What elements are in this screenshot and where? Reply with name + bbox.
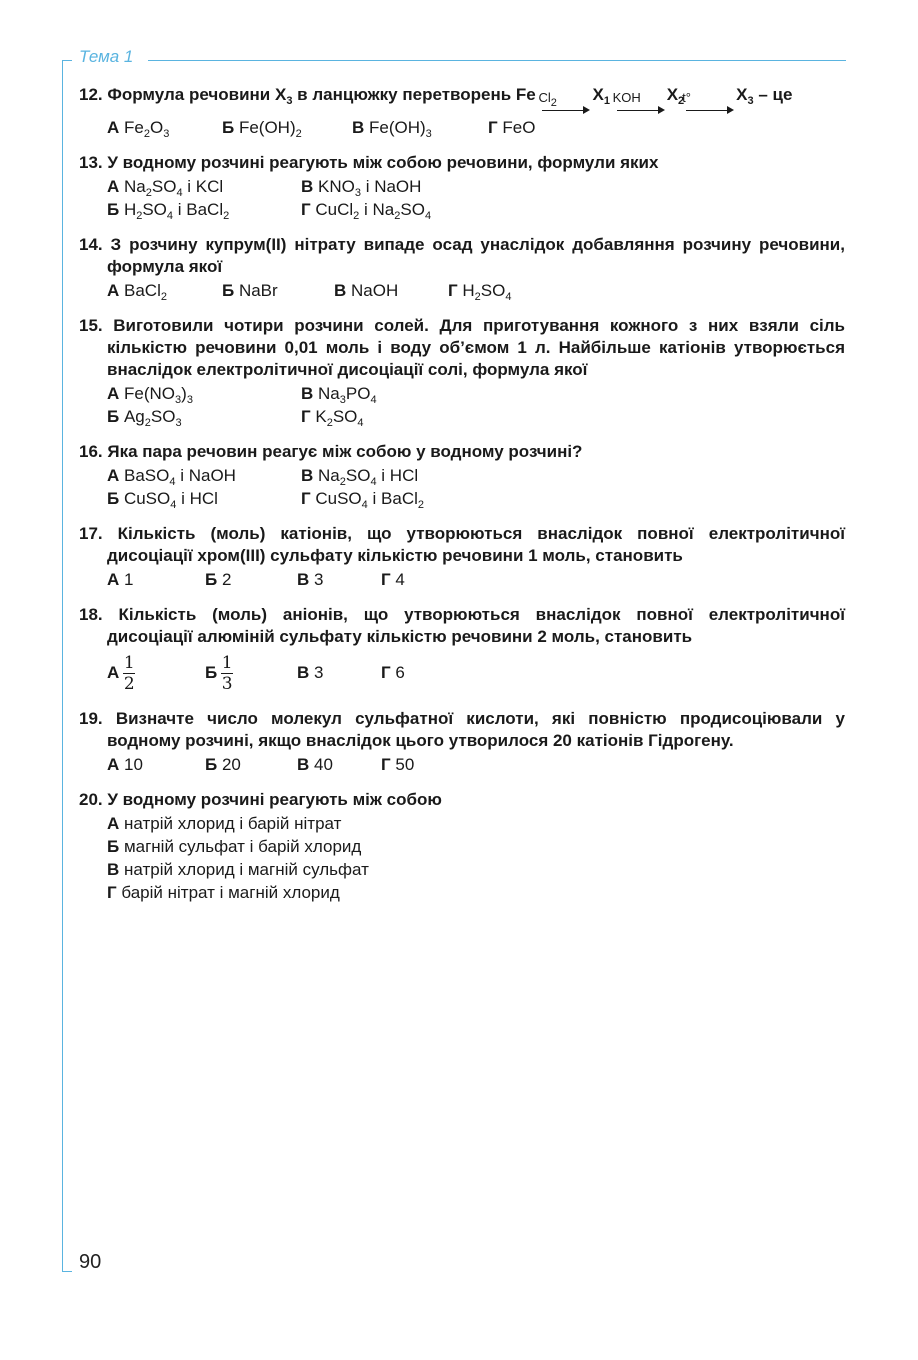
option-a[interactable]: А BaCl$_2$: [107, 281, 167, 303]
option-b[interactable]: Б $H_2SO_4$ і BaCl$_2$: [107, 200, 230, 222]
question-text: 19. Визначте число молекул сульфатної кислоти, які повністю продисоціювали у водному розчині, якщо внаслідок цього утворилося 20 катіонів Гідрогену.: [79, 709, 845, 750]
reaction-arrow: t°: [686, 91, 734, 115]
option-g[interactable]: Г 4: [381, 570, 405, 589]
question-20: [79, 789, 845, 905]
option-g[interactable]: Г барій нітрат і магній хлорид: [107, 883, 340, 902]
frame-bottom-line: [62, 1271, 72, 1272]
page-number: 90: [79, 1251, 102, 1273]
option-b[interactable]: Б 20: [205, 755, 241, 774]
question-13: [79, 152, 845, 222]
question-text: 12. Формула речовини $X_3$ в ланцюжку перетворень Fe $Cl_2$ $X_1$ KOH $X_2$ t° $X_3$ – це: [79, 84, 845, 115]
option-b[interactable]: Б CuSO$_4$ і HCl: [107, 489, 218, 511]
option-v[interactable]: В 3: [297, 663, 324, 682]
frame-left-line: [62, 60, 63, 1272]
questions: [79, 84, 845, 917]
option-b[interactable]: Б магній сульфат і барій хлорид: [107, 837, 362, 856]
option-g[interactable]: Г CuCl$_2$ і $Na_2SO_4$: [301, 200, 432, 222]
option-b[interactable]: Б NaBr: [222, 281, 278, 300]
option-g[interactable]: Г $H_2SO_4$: [448, 281, 512, 303]
option-a[interactable]: А $Fe_2O_3$: [107, 118, 170, 140]
option-v[interactable]: В $Fe(OH)_3$: [352, 118, 432, 140]
reaction-chain: [540, 91, 592, 115]
option-g[interactable]: Г FeO: [488, 118, 536, 137]
question-text: 17. Кількість (моль) катіонів, що утворюються внаслідок повної електролітичної дисоціації хром(ІІІ) сульфату кількістю речовини 1 моль, становить: [79, 524, 845, 565]
frame-top-line: [62, 60, 72, 61]
frame-top-line-right: [148, 60, 846, 61]
question-text: 14. З розчину купрум(ІІ) нітрату випаде осад унаслідок добавляння розчину речовини, формула якої: [79, 235, 845, 276]
option-g[interactable]: Г 6: [381, 663, 405, 682]
question-text: 15. Виготовили чотири розчини солей. Для приготування кожного з них взяли сіль кількістю речовини 0,01 моль і воду об’ємом 1 л. Найбільше катіонів утворюється внаслідок електролітичної дисоціації солі, формула якої: [79, 316, 845, 379]
question-17: [79, 523, 845, 592]
option-v[interactable]: В $Na_3PO_4$: [301, 384, 377, 406]
option-a[interactable]: А 1: [107, 570, 134, 589]
reaction-arrow: $Cl_2$: [542, 91, 590, 115]
option-a[interactable]: А BaSO$_4$ і NaOH: [107, 466, 236, 488]
question-19: [79, 708, 845, 777]
option-v[interactable]: В $Na_2SO_4$ і HCl: [301, 466, 419, 488]
option-a[interactable]: А $\frac{1}{2}$: [107, 652, 135, 694]
option-a[interactable]: А натрій хлорид і барій нітрат: [107, 814, 342, 833]
question-18: [79, 604, 845, 696]
option-b[interactable]: Б 2: [205, 570, 232, 589]
question-text: 13. У водному розчині реагують між собою речовини, формули яких: [79, 153, 659, 172]
question-text: 18. Кількість (моль) аніонів, що утворюються внаслідок повної електролітичної дисоціації алюміній сульфату кількістю речовини 2 моль, становить: [79, 605, 845, 646]
option-b[interactable]: Б $\frac{1}{3}$: [205, 652, 233, 694]
option-v[interactable]: В $KNO_3$ і NaOH: [301, 177, 422, 199]
question-12: [79, 84, 845, 140]
reaction-arrow: KOH: [617, 91, 665, 115]
option-b[interactable]: Б $Ag_2SO_3$: [107, 407, 182, 429]
question-text: 16. Яка пара речовин реагує між собою у водному розчині?: [79, 442, 583, 461]
option-v[interactable]: В 3: [297, 570, 324, 589]
option-b[interactable]: Б $Fe(OH)_2$: [222, 118, 302, 140]
option-g[interactable]: Г $K_2SO_4$: [301, 407, 364, 429]
option-v[interactable]: В 40: [297, 755, 333, 774]
option-v[interactable]: В NaOH: [334, 281, 399, 300]
question-16: [79, 441, 845, 511]
option-a[interactable]: А 10: [107, 755, 143, 774]
question-14: [79, 234, 845, 303]
question-15: [79, 315, 845, 429]
fraction: $\frac{1}{2}$: [123, 652, 135, 694]
option-a[interactable]: А $Na_2SO_4$ і KCl: [107, 177, 224, 199]
option-a[interactable]: А $Fe(NO_3)_3$: [107, 384, 193, 406]
fraction: $\frac{1}{3}$: [221, 652, 233, 694]
topic-header: Тема 1: [79, 47, 134, 66]
option-v[interactable]: В натрій хлорид і магній сульфат: [107, 860, 369, 879]
option-g[interactable]: Г 50: [381, 755, 415, 774]
question-text: 20. У водному розчині реагують між собою: [79, 790, 442, 809]
option-g[interactable]: Г CuSO$_4$ і BaCl$_2$: [301, 489, 424, 511]
